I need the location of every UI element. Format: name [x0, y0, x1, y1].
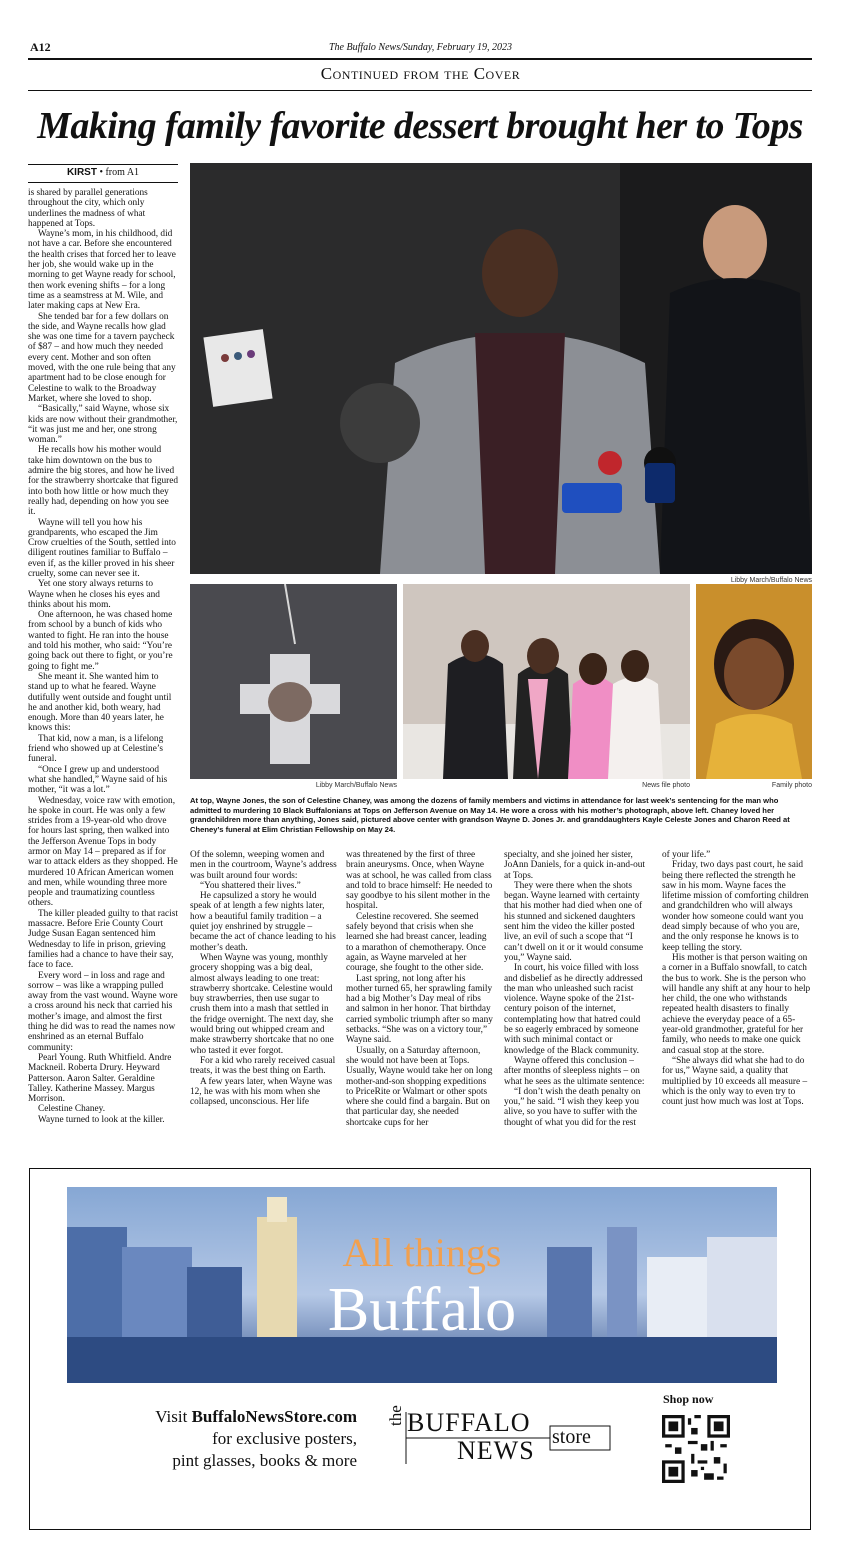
top-rule — [28, 58, 812, 60]
paragraph: The killer pleaded guilty to that racist massacre. Before Erie County Court Judge Susan Eagan sentenced him Wednesday to life in prison, grieving families had a chance to have their say, face to face. — [28, 908, 178, 971]
paragraph: For a kid who rarely received casual treats, it was the best thing on Earth. — [190, 1055, 336, 1077]
story-column-4 — [662, 850, 812, 1152]
logo-buffalo: BUFFALO — [407, 1408, 531, 1437]
ad-copy — [60, 1406, 357, 1472]
paragraph: Every word – in loss and rage and sorrow – was like a wrapping pulled away from the vast wound. Wayne wore a cross around his neck that carried his mother’s image, and almost the first thing he did was to read the names now enshrined as an eternal Buffalo community: — [28, 970, 178, 1053]
photo-credit: News file photo — [642, 782, 690, 789]
headline: Making family favorite dessert brought her to Tops — [37, 105, 803, 147]
photo-credit: Family photo — [771, 782, 812, 789]
paragraph: Pearl Young. Ruth Whitfield. Andre Mackneil. Roberta Drury. Heyward Patterson. Aaron Salter. Geraldine Talley. Katherine Massey. Margus Morrison. — [28, 1052, 172, 1105]
story-column-3 — [504, 850, 651, 1152]
paragraph: One afternoon, he was chased home from school by a bunch of kids who wanted to fight. He ran into the house and told his mother, who said: “You’re going back out there to fight, or you’re going to fight me.” — [28, 610, 173, 672]
paragraph: She tended bar for a few dollars on the side, and Wayne recalls how glad she was one time for a tavern paycheck of $87 – and how much they needed every cent. Mother and son often moved, with the one rule being that any apartment had to be close enough for Celestine to walk to the Broadway Market, where she loved to shop. — [28, 311, 176, 404]
cross-pendant-art — [190, 584, 397, 779]
paragraph: Usually, on a Saturday afternoon, she would not have been at Tops. Usually, Wayne would take her on long mother-and-son shopping expeditions to PriceRite or Walmart or other spots where she could find a bargain. But on that particular day, she needed shortcake cups for her — [346, 1045, 493, 1128]
funeral-photo — [403, 584, 690, 779]
paragraph: She meant it. She wanted him to stand up to what he feared. Wayne dutifully went outside and fought until he and another kid, both weary, had enough. More than 40 years later, he knows this: — [28, 671, 172, 734]
logo-store: store — [552, 1426, 591, 1448]
paragraph: Of the solemn, weeping women and men in the courtroom, Wayne’s address was built around four words: — [190, 850, 337, 881]
paragraph: Celestine Chaney. — [38, 1104, 106, 1115]
paragraph: A few years later, when Wayne was 12, he was with his mom when she collapsed, unconscious. Her life — [190, 1076, 333, 1108]
jump-rule — [28, 164, 178, 165]
paragraph: specialty, and she joined her sister, JoAnn Daniels, for a quick in-and-out at Tops. — [504, 850, 645, 881]
shop-now-label: Shop now — [663, 1392, 714, 1406]
paragraph: Celestine recovered. She seemed safely beyond that crisis when she learned she had breast cancer, leading to a marathon of chemotherapy. Once again, as Wayne marveled at her courage, she fought to the other side. — [346, 911, 487, 974]
paragraph: is shared by parallel generations throughout the city, which only underlines the madness of what happened at Tops. — [28, 188, 148, 229]
paragraph: Wayne’s mom, in his childhood, did not have a car. Before she encountered the health crises that forced her to leave her job, she would wake up in the morning to get Wayne ready for school, then work evening shifts – for a long time as a seamstress at M. Wile, and later making caps at New Era. — [28, 229, 176, 312]
funeral-art — [403, 584, 690, 779]
main-photo-art — [190, 163, 812, 574]
skyline-banner — [67, 1187, 777, 1383]
paragraph: of your life.” — [662, 850, 711, 860]
main-photo — [190, 163, 812, 574]
story-column-left — [28, 188, 178, 1150]
paragraph: They were there when the shots began. Wayne learned with certainty that his mother had died when one of his stunned and sickened daughters sent him the video the killer posted live, an evil of such a scope that “I can’t dwell on it or it would consume you,” Wayne said. — [504, 880, 643, 963]
ad-tagline: All things — [342, 1230, 502, 1275]
ad-title: Buffalo — [327, 1276, 517, 1344]
paragraph: “I don’t wish the death penalty on you,” he said. “I wish they keep you alive, so you have to suffer with the thought of what you did for the rest — [504, 1086, 641, 1128]
paragraph: was threatened by the first of three brain aneurysms. Once, when Wayne was at school, he was called from class and told to brace himself: He needed to say goodbye to his silent mother in the hospital. — [346, 850, 493, 912]
story-column-1 — [190, 850, 337, 1152]
section-label: Continued from the Cover — [320, 64, 521, 83]
dateline: The Buffalo News/Sunday, February 19, 2023 — [328, 42, 513, 53]
story-column-2 — [346, 850, 493, 1152]
paragraph: He recalls how his mother would take him downtown on the bus to admire the big stores, and how he lived for the strawberry shortcake that figured into both how little or how much they really had, depending on how you see it. — [28, 445, 178, 518]
visit-prefix: Visit — [155, 1407, 192, 1426]
ad-copy-line: pint glasses, books & more — [172, 1451, 357, 1470]
qr-code-icon[interactable] — [662, 1415, 730, 1483]
paragraph: Wayne turned to look at the killer. — [38, 1114, 165, 1125]
paragraph: Wayne offered this conclusion – after months of sleepless nights – on what he sees as the ultimate sentence: — [504, 1055, 645, 1087]
paragraph: Last spring, not long after his mother turned 65, her sprawling family had a big Mother’s Day meal of ribs and salmon in her honor. That birthday carried symbolic triumph after so many setbacks. “She was on a victory tour,” Wayne said. — [346, 973, 493, 1046]
jump-name: KIRST — [66, 167, 97, 178]
ad-copy-line: for exclusive posters, — [212, 1429, 357, 1448]
paragraph: Yet one story always returns to Wayne when he closes his eyes and thinks about his mom. — [28, 579, 160, 610]
page-number: A12 — [30, 40, 51, 54]
family-portrait-photo — [696, 584, 812, 779]
jump-rule — [28, 182, 178, 183]
portrait-art — [696, 584, 812, 779]
logo-news: NEWS — [457, 1436, 535, 1465]
paragraph: When Wayne was young, monthly grocery shopping was a big deal, almost always leading to one treat: strawberry shortcake. Celestine would buy strawberries, then use sugar to crush them into a mash that settled in the fridge overnight. The next day, she would bring out whipped cream and make strawberry shortcake that no one who tasted it ever forgot. — [190, 952, 334, 1056]
cross-pendant-photo — [190, 584, 397, 779]
store-link[interactable]: BuffaloNewsStore.com — [191, 1407, 357, 1426]
paragraph: “Basically,” said Wayne, whose six kids are now without their grandmother, “it was just me and her, one strong woman.” — [28, 404, 178, 446]
photo-credit: Libby March/Buffalo News — [730, 577, 812, 584]
paragraph: Wednesday, voice raw with emotion, he spoke in court. He was only a few strides from a 19-year-old who drove for hours last spring, then walked into the Jefferson Avenue Tops in body armor on May 14 – prepared as if for war to attack elders as they shopped. He murdered 10 African American women and men, while wounding three more people and traumatizing countless others. — [28, 795, 178, 909]
paragraph: “You shattered their lives.” — [200, 880, 301, 891]
paragraph: He capsulized a story he would speak of at length a few nights later, how a beautiful family tradition – a quiet joy enshrined by struggle – became the act of chance leading to his mother’s death. — [190, 891, 336, 953]
paragraph: Friday, two days past court, he said being there reflected the strength he saw in his mom. Wayne faces the lifetime mission of comforting children and grandchildren who will always wonder how someone could want you dead simply because of who you are, and the only response he knows is to keep telling the story. — [662, 860, 809, 953]
paragraph: “She always did what she had to do for us,” Wayne said, a quality that multiplied by 10 exceeds all measure – which is the only way to even try to count just how much was lost at Tops. — [662, 1055, 808, 1108]
paragraph: “Once I grew up and understood what she handled,” Wayne said of his mother, “it was a lot.” — [28, 764, 168, 796]
paragraph: In court, his voice filled with loss and disbelief as he directly addressed the man who unleashed such racist violence. Wayne spoke of the 21st-century poison of the internet, contemplating how that hatred could be so eagerly embraced by someone with such minimal contact or knowledge of the Black community. — [504, 963, 643, 1056]
photo-credit: Libby March/Buffalo News — [315, 782, 397, 789]
photo-caption: At top, Wayne Jones, the son of Celestine Chaney, was among the dozens of family members and victims in attendance for last week’s sentencing for the man who admitted to murdering 10 Black Buffalonians at Tops on Jefferson Avenue on May 14. He wore a cross with his mother’s photograph, above left. Chaney loved her grandchildren more than anything, Jones said, pictured above center with grandson Wayne D. Jones Jr. and granddaughters Kayle Celeste Jones and Charon Reed at Cheney’s funeral at Elim Christian Fellowship on May 24. — [190, 796, 790, 834]
section-rule — [28, 90, 812, 91]
jump-label — [28, 167, 178, 178]
paragraph: Wayne will tell you how his grandparents, who escaped the Jim Crow cruelties of the South, settled into diligent routines familiar to Buffalo – even if, as the killer proved in his sheer cruelty, some can never see it. — [28, 517, 176, 579]
logo-the: the — [386, 1405, 405, 1426]
paragraph: That kid, now a man, is a lifelong friend who showed up at Celestine’s funeral. — [28, 733, 164, 765]
paragraph: His mother is that person waiting on a corner in a Buffalo snowfall, to catch the bus to work. She is the person who will handle any shift at any hour to help her child, the one who withstands repeated health disasters to finally achieve the everyday peace of a 65-year-old grandmother, grateful for her family, who needs to make one quick and casual stop at the store. — [662, 952, 811, 1056]
jump-from: • from A1 — [96, 167, 140, 178]
